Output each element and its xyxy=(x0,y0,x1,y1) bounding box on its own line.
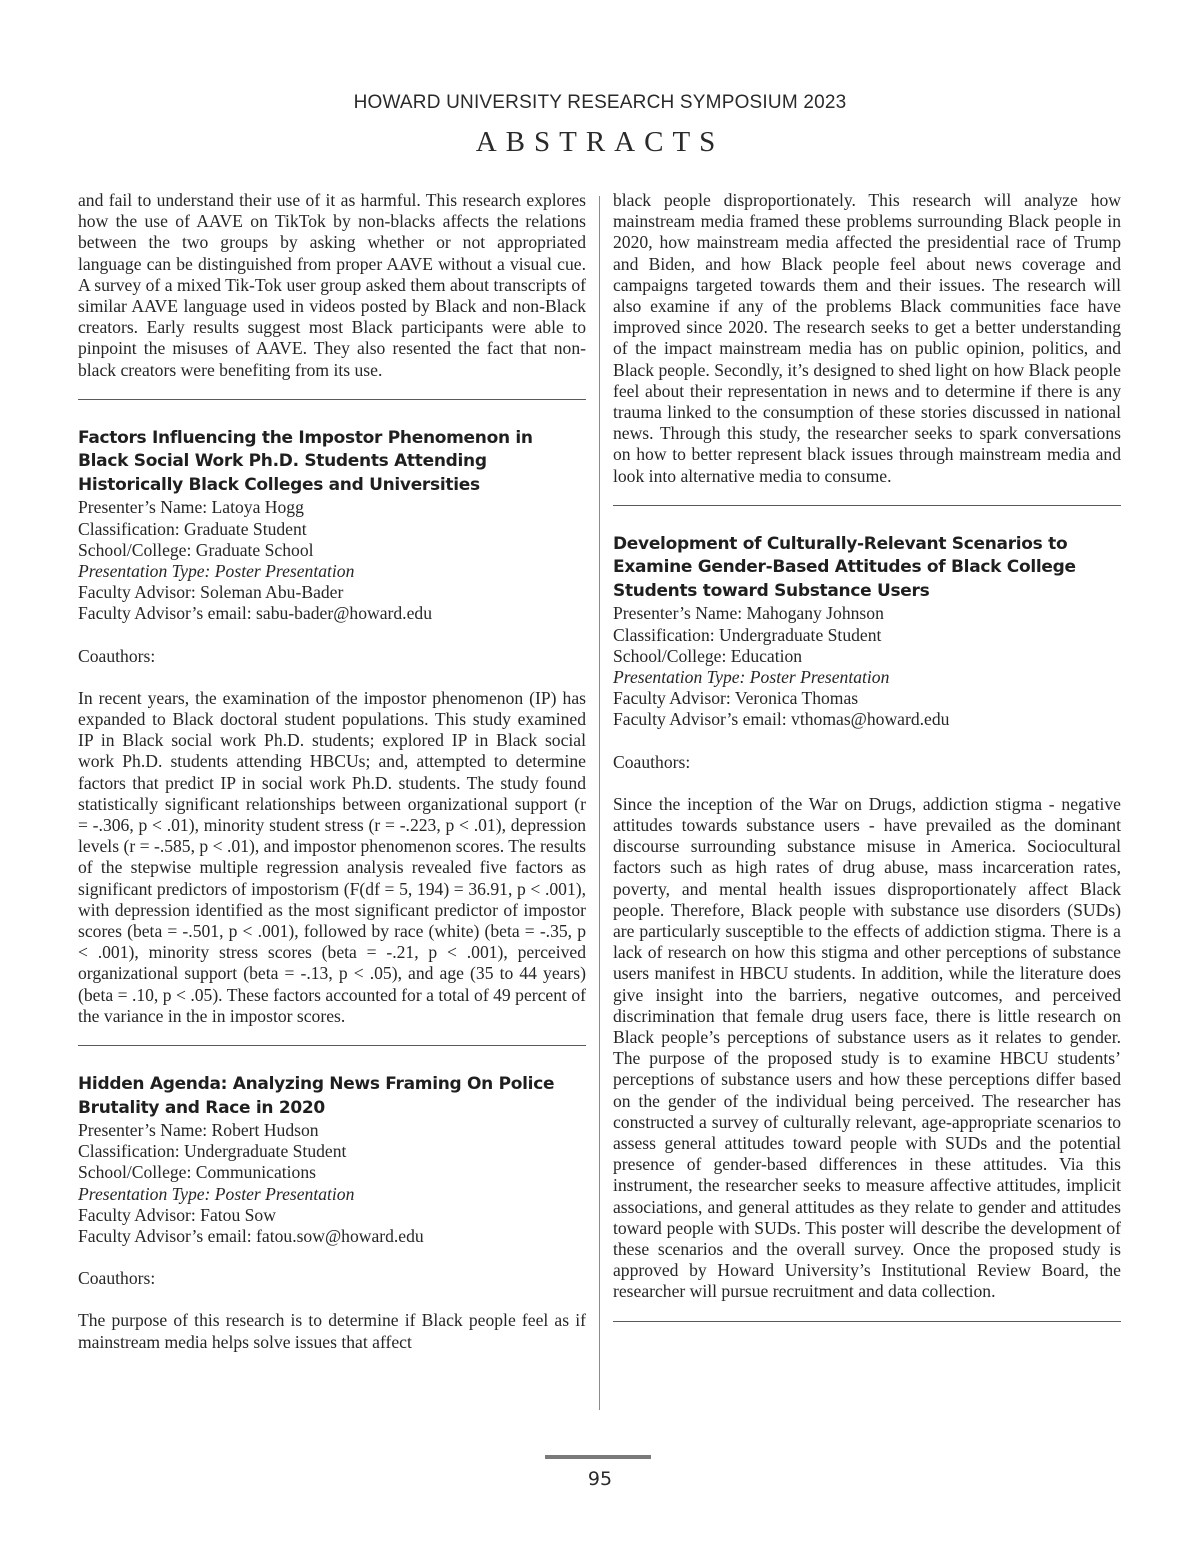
coauthors-label: Coauthors: xyxy=(78,645,156,666)
abstract-body: Since the inception of the War on Drugs, addiction stigma - negative attitudes towards substance users - have prevailed as the dominant discourse surrounding substance misuse in America. Sociocultural factors such as high rates of drug abuse, mass incarceration rates, poverty, and mental health issues disproportionately affect Black people. Therefore, Black people with substance use disorders (SUDs) are particularly susceptible to the effects of addiction stigma. There is a lack of research on how this stigma and other perceptions of substance users manifest in HBCU students. In addition, while the literature does give insight into the barriers, negative outcomes, and perceived discrimination that female drug users face, there is little research on Black people’s perceptions of substance users as it relates to gender. The purpose of the proposed study is to examine HBCU students’ perceptions of substance users and how these perceptions differ based on the gender of the individual being perceived. The researcher has constructed a survey of culturally relevant, age-appropriate scenarios to assess general attitudes toward people with SUDs and the potential presence of gender-based differences in these attitudes. Via this instrument, the researcher seeks to measure affective attitudes, implicit associations, and general attitudes as they relate to gender and attitudes toward people with SUDs. This poster will describe the development of these scenarios and the overall survey. Once the proposed study is approved by Howard University’s Institutional Review Board, the researcher will pursue recruitment and data collection. xyxy=(613,793,1121,1302)
section-title: ABSTRACTS xyxy=(475,126,725,158)
coauthors-label: Coauthors: xyxy=(613,751,691,772)
abstract-title: Hidden Agenda: Analyzing News Framing On Police Brutality and Race in 2020 xyxy=(78,1074,555,1118)
section-divider xyxy=(613,1321,1121,1322)
abstract-entry xyxy=(78,1073,586,1353)
faculty-advisor-email: Faculty Advisor’s email: fatou.sow@howard.edu xyxy=(78,1226,424,1247)
school-college: School/College: Communications xyxy=(78,1162,316,1183)
school-college: School/College: Education xyxy=(613,645,803,666)
presenter-name: Presenter’s Name: Latoya Hogg xyxy=(78,497,304,518)
abstract-body: The purpose of this research is to determine if Black people feel as if mainstream media helps solve issues that affect xyxy=(78,1310,586,1352)
presentation-type: Presentation Type: Poster Presentation xyxy=(78,1183,355,1204)
page-number: 95 xyxy=(587,1468,613,1490)
faculty-advisor: Faculty Advisor: Veronica Thomas xyxy=(613,688,859,709)
classification: Classification: Undergraduate Student xyxy=(613,624,882,645)
faculty-advisor-email: Faculty Advisor’s email: sabu-bader@howard.edu xyxy=(78,603,432,624)
school-college: School/College: Graduate School xyxy=(78,539,314,560)
abstract-body: In recent years, the examination of the impostor phenomenon (IP) has expanded to Black doctoral student populations. This study examined IP in Black social work Ph.D. students; explored IP in Black social work Ph.D. students attending HBCUs; and, attempted to determine factors that predict IP in social work Ph.D. students. The study found statistically significant relationships between organizational support (r = -.306, p < .01), minority student stress (r = -.223, p < .01), depression levels (r = -.585, p < .01), and impostor phenomenon scores. The results of the stepwise multiple regression analysis revealed five factors as significant predictors of impostorism (F(df = 5, 194) = 36.91, p < .001), with depression identified as the most significant predictor of impostor scores (beta = -.501, p < .001), followed by race (white) (beta = -.35, p < .001), minority stress scores (beta = -.21, p < .001), perceived organizational support (beta = -.13, p < .05), and age (35 to 44 years) (beta = .10, p < .05). These factors accounted for a total of 49 percent of the variance in the in impostor scores. xyxy=(78,687,586,1026)
coauthors-label: Coauthors: xyxy=(78,1268,156,1289)
presentation-type: Presentation Type: Poster Presentation xyxy=(613,666,890,687)
right-column xyxy=(613,190,1121,1322)
document-header: HOWARD UNIVERSITY RESEARCH SYMPOSIUM 2023 xyxy=(353,92,847,113)
faculty-advisor: Faculty Advisor: Soleman Abu-Bader xyxy=(78,582,344,603)
page-number-bar xyxy=(545,1455,651,1459)
classification: Classification: Undergraduate Student xyxy=(78,1141,347,1162)
faculty-advisor-email: Faculty Advisor’s email: vthomas@howard.edu xyxy=(613,709,950,730)
classification: Classification: Graduate Student xyxy=(78,518,307,539)
abstract-entry xyxy=(613,533,1121,1303)
presenter-name: Presenter’s Name: Mahogany Johnson xyxy=(613,603,884,624)
abstract-meta xyxy=(613,603,1121,730)
abstract-title: Development of Culturally-Relevant Scenarios to Examine Gender-Based Attitudes of Black College Students toward Substance Users xyxy=(613,533,1076,601)
abstract-title: Factors Influencing the Impostor Phenomenon in Black Social Work Ph.D. Students Attending Historically Black Colleges and Universities xyxy=(78,427,533,495)
column-divider xyxy=(599,196,600,1410)
abstract-meta xyxy=(78,1120,586,1247)
continued-abstract-text: and fail to understand their use of it as harmful. This research explores how the use of AAVE on TikTok by non-blacks affects the relations between the two groups by asking whether or not appropriated language can be distinguished from proper AAVE without a visual cue. A survey of a mixed Tik-Tok user group asked them about transcripts of similar AAVE language used in videos posted by Black and non-Black creators. Early results suggest most Black participants were able to pinpoint the misuses of AAVE. They also resented the fact that non-black creators were benefiting from its use. xyxy=(78,190,586,380)
left-column xyxy=(78,190,586,1353)
section-divider xyxy=(78,399,586,400)
presentation-type: Presentation Type: Poster Presentation xyxy=(78,560,355,581)
faculty-advisor: Faculty Advisor: Fatou Sow xyxy=(78,1204,276,1225)
section-divider xyxy=(613,505,1121,506)
abstract-entry xyxy=(78,427,586,1027)
section-divider xyxy=(78,1045,586,1046)
presenter-name: Presenter’s Name: Robert Hudson xyxy=(78,1120,319,1140)
continued-abstract-text: black people disproportionately. This research will analyze how mainstream media framed these problems surrounding Black people in 2020, how mainstream media affected the presidential race of Trump and Biden, and how Black people feel about news coverage and campaigns targeted towards them and their issues. The research will also examine if any of the problems Black communities face have improved since 2020. The research seeks to get a better understanding of the impact mainstream media has on public opinion, politics, and Black people. Secondly, it’s designed to shed light on how Black people feel about their representation in news and to determine if there is any trauma linked to the consumption of these stories discussed in national news. Through this study, the researcher seeks to spark conversations on how to better represent black issues through mainstream media and look into alternative media to consume. xyxy=(613,190,1121,486)
abstract-meta xyxy=(78,497,586,624)
